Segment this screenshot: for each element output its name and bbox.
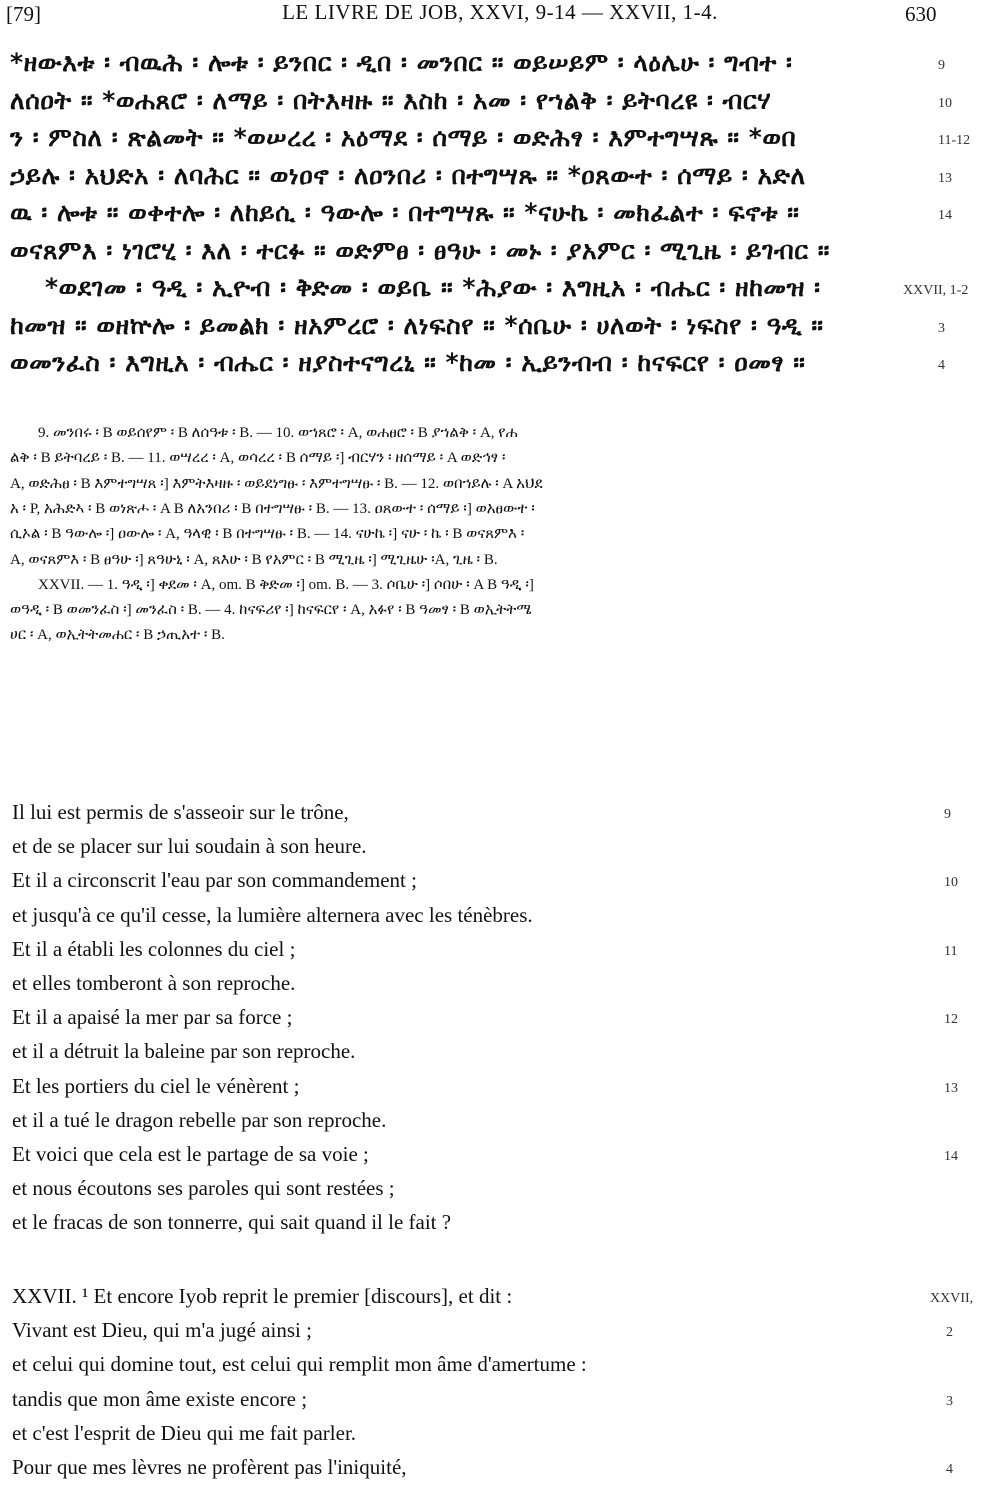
verse-number: 2: [946, 1325, 953, 1341]
footnote-line: XXVII. — 1. ዓዲ ፡] ቀደመ ፡ A, om. B ቅድመ ፡] om. B. — 3. ሶቤሁ ፡] ሶበሁ ፡ A B ዓዲ ፡]: [38, 576, 534, 593]
verse-number: 12: [944, 1012, 958, 1028]
translation-line: et le fracas de son tonnerre, qui sait quand il le fait ?: [12, 1210, 452, 1235]
verse-number: 14: [944, 1149, 958, 1164]
verse-number: 3: [946, 1393, 953, 1409]
footnote-line: ሲኦል ፡ B ዓውሎ ፡] ዐውሎ ፡ A, ዓላዊ ፡ B በተግሣፁ ፡ B. — 14. ናሁኬ ፡] ናሁ ፡ ኬ ፡ B ወናጸምእ ፡: [10, 526, 525, 543]
translation-line: Il lui est permis de s'asseoir sur le trône,: [12, 800, 349, 824]
ethiopic-line: *ዘውእቱ ፡ ብዉሕ ፡ ሎቱ ፡ ይንበር ፡ ዲበ ፡ መንበር ። ወይሠይም ፡ ላዕሌሁ ፡ ግብተ ፡: [10, 48, 793, 77]
verse-number: 13: [938, 170, 952, 186]
translation-line: et nous écoutons ses paroles qui sont restées ;: [12, 1176, 395, 1201]
translation-line: Et il a circonscrit l'eau par son commandement ;: [12, 868, 417, 893]
ethiopic-line: *ወደገመ ፡ ዓዲ ፡ ኢዮብ ፡ ቅድመ ፡ ወይቤ ። *ሕያው ፡ እግዚአ ፡ ብሔር ፡ ዘከመዝ ፡: [45, 273, 821, 302]
verse-number: 10: [944, 875, 958, 891]
translation-line: et il a détruit la baleine par son reproche.: [12, 1039, 356, 1064]
folio-number: [79]: [6, 2, 41, 26]
verse-number: 9: [938, 58, 945, 73]
ethiopic-line: ዉ ፡ ሎቱ ። ወቀተሎ ፡ ለከይሲ ፡ ዓውሎ ፡ በተግሣጹ ። *ናሁኬ ፡ መክፈልተ ፡ ፍኖቱ ።: [10, 198, 800, 227]
translation-line: et elles tomberont à son reproche.: [12, 971, 296, 995]
running-header: [0, 0, 1000, 30]
verse-number: XXVII,: [930, 1291, 974, 1306]
translation-line: et jusqu'à ce qu'il cesse, la lumière alternera avec les ténèbres.: [12, 902, 533, 927]
ethiopic-line: ን ፡ ምስለ ፡ ጽልመት ። *ወሠረረ ፡ አዕማደ ፡ ሰማይ ፡ ወድሕፃ ፡ እምተግሣጹ ። *ወበ: [10, 123, 797, 152]
translation-line: et de se placer sur lui soudain à son heure.: [12, 834, 367, 859]
verse-number: 3: [938, 320, 945, 336]
translation-line: tandis que mon âme existe encore ;: [12, 1386, 308, 1411]
verse-number: 11: [944, 943, 958, 959]
ethiopic-line: ወናጸምእ ፡ ነገሮሂ ፡ እለ ፡ ተርፉ ። ወድምፀ ፡ ፀዓሁ ፡ መኑ ፡ ያአምር ፡ ሚጊዜ ፡ ይገብር ።: [10, 235, 830, 265]
translation-line: et c'est l'esprit de Dieu qui me fait parler.: [12, 1420, 357, 1445]
ethiopic-line: ከመዝ ። ወዘኵሎ ፡ ይመልክ ፡ ዘአምረሮ ፡ ለነፍስየ ። *ሰቤሁ ፡ ሀለወት ፡ ነፍስየ ፡ ዓዲ ።: [10, 310, 824, 340]
footnote-line: 9. መንበሩ ፡ B ወይሰየም ፡ B ለሰዓቱ ፡ B. — 10. ወኀጸሮ ፡ A, ወሐፀሮ ፡ B ያኀልቅ ፡ A, የሐ: [38, 425, 518, 441]
translation-line: Et voici que cela est le partage de sa voie ;: [12, 1142, 369, 1166]
ethiopic-line: ኃይሉ ፡ አህድአ ፡ ለባሕር ። ወነዐኖ ፡ ለዐንበሪ ፡ በተግሣጹ ። *ዐጸውተ ፡ ሰማይ ፡ አድለ: [10, 160, 806, 190]
verse-number: 13: [944, 1080, 958, 1096]
page-title: LE LIVRE DE JOB, XXVI, 9-14 — XXVII, 1-4.: [282, 0, 718, 24]
footnote-line: A, ወድሕፀ ፡ B እምተግሣጸ ፡] እምትእዛዙ ፡ ወይደነግፁ ፡ እምተግሣፁ ፡ B. — 12. ወበኀይሉ ፡ A አህደ: [10, 475, 543, 492]
footnote-line: አ ፡ P, አሕድኣ ፡ B ወነጽሖ ፡ A B ለአንበሪ ፡ B በተግሣፁ ፡ B. — 13. ዐጸውተ ፡ ሰማይ ፡] ወአፀውተ ፡: [10, 500, 535, 517]
translation-line: et il a tué le dragon rebelle par son reproche.: [12, 1107, 387, 1132]
translation-line: Et il a établi les colonnes du ciel ;: [12, 936, 296, 961]
translation-line: et celui qui domine tout, est celui qui remplit mon âme d'amertume :: [12, 1352, 587, 1377]
ethiopic-line: ለሰዐት ። *ወሐጸሮ ፡ ለማይ ፡ በትእዛዙ ። እስከ ፡ አመ ፡ የኀልቅ ፡ ይትባረዩ ፡ ብርሃ: [10, 85, 772, 115]
verse-number: XXVII, 1-2: [903, 283, 969, 298]
verse-number: 4: [938, 358, 945, 373]
verse-number: 10: [938, 95, 952, 111]
verse-number: 14: [938, 208, 952, 223]
translation-line: Vivant est Dieu, qui m'a jugé ainsi ;: [12, 1318, 312, 1343]
translation-line: Et les portiers du ciel le vénèrent ;: [12, 1073, 300, 1098]
page-number: 630: [905, 2, 937, 26]
translation-line: Et il a apaisé la mer par sa force ;: [12, 1005, 293, 1030]
verse-number: 9: [944, 807, 951, 822]
footnote-line: ሀር ፡ A, ወኢትትመሐር ፡ B ኃጢአተ ፡ B.: [10, 627, 225, 644]
ethiopic-line: ወመንፈስ ፡ እግዚአ ፡ ብሔር ፡ ዘያስተናግረኒ ። *ከመ ፡ ኢይንብብ ፡ ከናፍርየ ፡ ዐመፃ ።: [10, 348, 806, 377]
footnote-line: A, ወናጸምእ ፡ B ፀዓሁ ፡] ጸዓሁኒ ፡ A, ጸእሁ ፡ B የአምር ፡ B ሚጊዜ ፡] ሚጊዜሁ ፡A, ጊዜ ፡ B.: [10, 551, 498, 568]
verse-number: 11-12: [938, 133, 971, 148]
footnote-line: ልቅ ፡ B ይትባረይ ፡ B. — 11. ወሣረረ ፡ A, ወሳረረ ፡ B ሰማይ ፡] ብርሃን ፡ ዘሰማይ ፡ A ወድኅፃ ፡: [10, 450, 506, 467]
translation-line: Pour que mes lèvres ne profèrent pas l'iniquité,: [12, 1455, 407, 1479]
translation-line: XXVII. ¹ Et encore Iyob reprit le premier [discours], et dit :: [12, 1284, 513, 1308]
verse-number: 4: [946, 1462, 953, 1477]
footnote-line: ወዓዲ ፡ B ወመንፈስ ፡] መንፈስ ፡ B. — 4. ከናፍሪየ ፡] ከናፍርየ ፡ A, አፉየ ፡ B ዓመፃ ፡ B ወኢትትሜ: [10, 602, 532, 619]
